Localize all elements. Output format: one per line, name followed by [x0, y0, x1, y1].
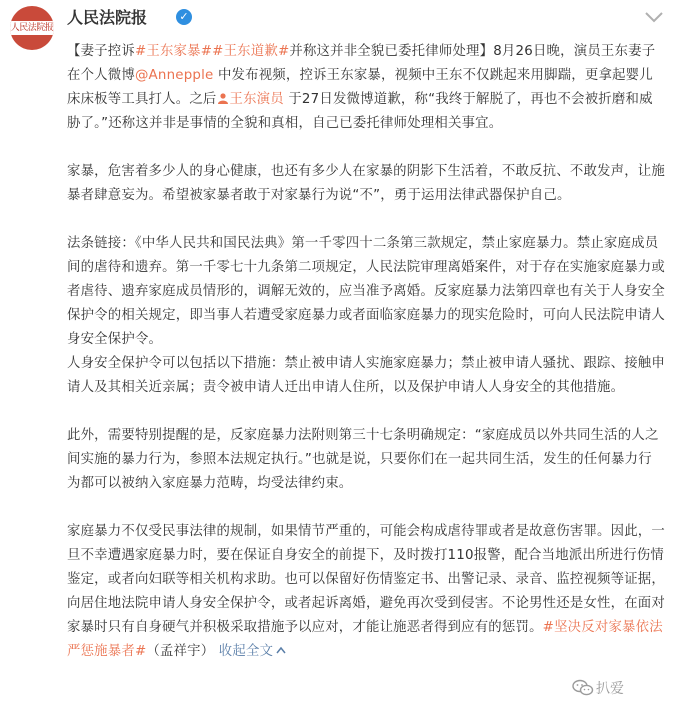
watermark-text: 扒爱 — [596, 681, 624, 697]
verified-badge-icon: ✓ — [176, 9, 192, 25]
paragraph-6: 家庭暴力不仅受民事法律的规制，如果情节严重的，可能会构成虐待罪或者是故意伤害罪。因此，一旦不幸遭遇家庭暴力时，要在保证自身安全的前提下，及时拨打110报警，配合当地派出所进行伤情鉴定，或者向妇联等相关机构求助。也可以保留好伤情鉴定书、出警记录、录音、监控视频等证据，向居住地法院申请人身安全保护令，或者起诉离婚，避免再次受到侵害。不论男性还是女性，在面对家暴时只有自身硬气并积极采取措施予以应对，才能让施恶者得到应有的惩罚。#坚决反对家暴依法严惩施暴者#（孟祥宇） 收起全文 — [67, 524, 665, 659]
avatar[interactable] — [10, 6, 54, 50]
avatar-text: 人民法院报 — [10, 23, 54, 33]
topic-tag-wangdong-apology[interactable]: #王东道歉# — [212, 44, 290, 59]
paragraph-3: 法条链接：《中华人民共和国民法典》第一千零四十二条第三款规定，禁止家庭暴力。禁止家庭成员间的虐待和遗弃。第一千零七十九条第二项规定，人民法院审理离婚案件，对于存在实施家庭暴力或者虐待、遗弃家庭成员情形的，调解无效的，应当准予离婚。反家庭暴力法第四章也有关于人身安全保护令的相关规定，即当事人若遭受家庭暴力或者面临家庭暴力的现实危险时，可向人民法院申请人身安全保护令。 — [67, 236, 665, 347]
mention-wangdong-actor[interactable]: 王东演员 — [217, 92, 284, 107]
user-link-icon — [217, 92, 229, 104]
topic-tag-oppose-abuse[interactable]: #坚决反对家暴依法严惩施暴者# — [67, 620, 663, 659]
post-body — [67, 40, 665, 664]
chevron-up-icon — [275, 645, 287, 655]
collapse-button[interactable]: 收起全文 — [219, 644, 287, 659]
paragraph-2: 家暴，危害着多少人的身心健康，也还有多少人在家暴的阴影下生活着，不敢反抗、不敢发声，让施暴者肆意妄为。希望被家暴者敢于对家暴行为说“不”，勇于运用法律武器保护自己。 — [67, 164, 665, 203]
paragraph-1: 【妻子控诉#王东家暴##王东道歉#并称这并非全貌已委托律师处理】8月26日晚，演员王东妻子在个人微博@Annepple 中发布视频，控诉王东家暴，视频中王东不仅跳起来用脚踹，更拿起婴儿床床板等工具打人。之后 王东演员 于27日发微博道歉，称“我终于解脱了，再也不会被折磨和威胁了。”还称这并非是事情的全貌和真相，自己已委托律师处理相关事宜。 — [67, 44, 656, 131]
wechat-logo-icon — [572, 679, 594, 697]
chevron-down-icon[interactable] — [643, 10, 665, 24]
paragraph-4: 人身安全保护令可以包括以下措施：禁止被申请人实施家庭暴力；禁止被申请人骚扰、跟踪、接触申请人及其相关近亲属；责令被申请人迁出申请人住所，以及保护申请人人身安全的其他措施。 — [67, 356, 665, 395]
paragraph-5: 此外，需要特别提醒的是，反家庭暴力法附则第三十七条明确规定：“家庭成员以外共同生活的人之间实施的暴力行为，参照本法规定执行。”也就是说，只要你们在一起共同生活，发生的任何暴力行为都可以被纳入家庭暴力范畴，均受法律约束。 — [67, 428, 659, 491]
account-name[interactable]: 人民法院报 — [67, 8, 148, 27]
author-credit: （孟祥宇） — [146, 644, 215, 659]
watermark — [572, 678, 624, 698]
mention-annepple[interactable]: @Annepple — [134, 68, 214, 83]
topic-tag-wangdong-abuse[interactable]: #王东家暴# — [134, 44, 213, 59]
